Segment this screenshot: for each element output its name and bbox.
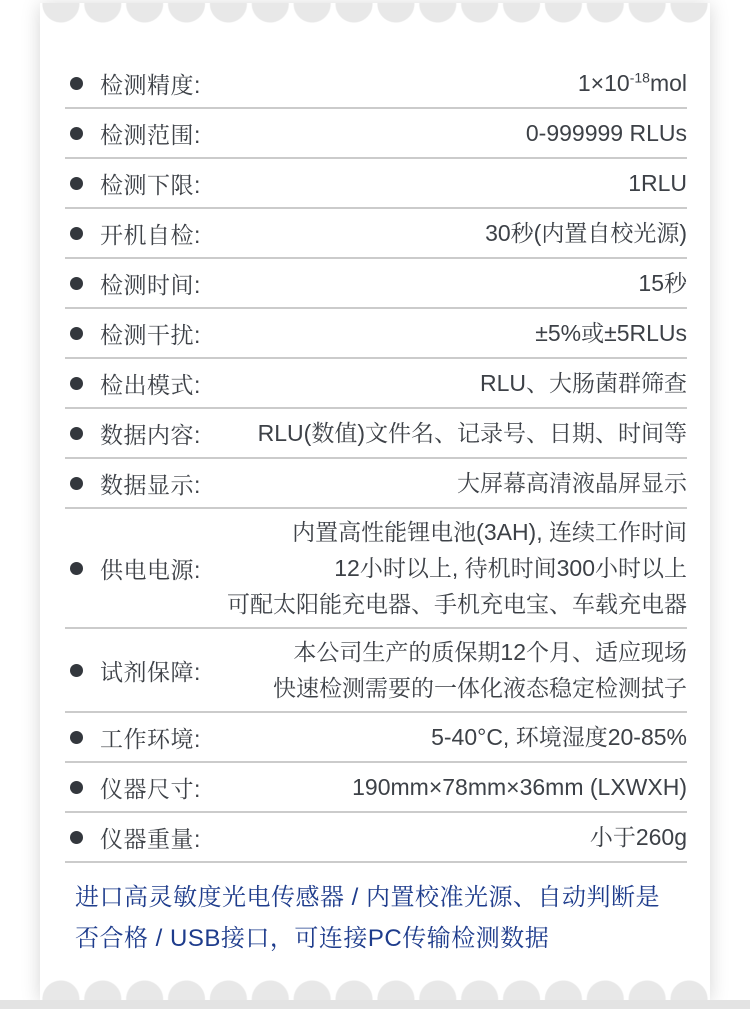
- spec-value-line: [213, 315, 687, 351]
- spec-value: [213, 410, 687, 456]
- spec-value-line: [213, 465, 687, 501]
- bullet-icon: [70, 731, 83, 744]
- page-bottom-band: [0, 1000, 750, 1009]
- spec-value-line: [213, 769, 687, 805]
- spec-row: [65, 713, 687, 763]
- spec-row: [65, 509, 687, 629]
- spec-value-line: [213, 819, 687, 855]
- value-text: 小于260g: [589, 824, 687, 850]
- value-text: 15秒: [638, 270, 687, 296]
- spec-value: [213, 460, 687, 506]
- spec-label: 检测时间:: [100, 271, 201, 298]
- spec-value: [213, 509, 687, 627]
- spec-label: 供电电源:: [100, 556, 201, 583]
- spec-value-line: [213, 670, 687, 706]
- spec-label: 仪器尺寸:: [100, 775, 201, 802]
- value-text: RLU、大肠菌群筛查: [479, 370, 687, 396]
- spec-value-line: [213, 719, 687, 755]
- spec-value: [213, 160, 687, 206]
- spec-value-line: [213, 215, 687, 251]
- spec-value: [213, 110, 687, 156]
- spec-label: 数据显示:: [100, 471, 201, 498]
- spec-value: [213, 210, 687, 256]
- value-text: 0-999999 RLUs: [525, 120, 687, 146]
- value-text: 5-40°C, 环境湿度20-85%: [431, 724, 687, 750]
- spec-label: 试剂保障:: [100, 658, 201, 685]
- spec-label: 检出模式:: [100, 371, 201, 398]
- spec-label: 检测干扰:: [100, 321, 201, 348]
- spec-row: [65, 109, 687, 159]
- spec-row: [65, 209, 687, 259]
- value-text: ±5%或±5RLUs: [535, 320, 687, 346]
- perforation-top-decoration: [40, 3, 710, 24]
- value-text: RLU(数值)文件名、记录号、日期、时间等: [257, 420, 687, 446]
- spec-row: [65, 59, 687, 109]
- bullet-icon: [70, 277, 83, 290]
- spec-value: [213, 260, 687, 306]
- spec-card: [40, 3, 710, 1000]
- spec-value-line: [213, 365, 687, 401]
- value-text: 大屏幕高清液晶屏显示: [457, 470, 687, 496]
- value-text: 本公司生产的质保期12个月、适应现场: [293, 639, 687, 665]
- spec-row: [65, 259, 687, 309]
- bullet-icon: [70, 477, 83, 490]
- bullet-icon: [70, 831, 83, 844]
- spec-label: 检测精度:: [100, 71, 201, 98]
- value-text: 可配太阳能充电器、手机充电宝、车载充电器: [227, 591, 687, 617]
- spec-value: [213, 310, 687, 356]
- spec-value-line: [213, 65, 687, 101]
- value-text: mol: [649, 70, 687, 96]
- spec-row: [65, 813, 687, 863]
- spec-value: [213, 814, 687, 860]
- spec-row: [65, 409, 687, 459]
- bullet-icon: [70, 177, 83, 190]
- value-text: 190mm×78mm×36mm (LXWXH): [352, 774, 687, 800]
- spec-row: [65, 629, 687, 713]
- value-text: 快速检测需要的一体化液态稳定检测拭子: [273, 675, 687, 701]
- value-text: 1RLU: [628, 170, 687, 196]
- spec-row: [65, 359, 687, 409]
- value-text: 12小时以上, 待机时间300小时以上: [334, 555, 687, 581]
- bullet-icon: [70, 377, 83, 390]
- spec-row: [65, 763, 687, 813]
- value-text: 30秒(内置自校光源): [485, 220, 687, 246]
- spec-row: [65, 159, 687, 209]
- spec-label: 检测下限:: [100, 171, 201, 198]
- spec-value: [213, 360, 687, 406]
- spec-label: 开机自检:: [100, 221, 201, 248]
- bullet-icon: [70, 781, 83, 794]
- spec-value: [213, 60, 687, 106]
- value-text: 内置高性能锂电池(3AH), 连续工作时间: [292, 519, 687, 545]
- spec-list: [65, 59, 687, 863]
- bullet-icon: [70, 327, 83, 340]
- spec-value-line: [213, 415, 687, 451]
- spec-value: [213, 764, 687, 810]
- spec-row: [65, 309, 687, 359]
- spec-label: 数据内容:: [100, 421, 201, 448]
- spec-value-line: [213, 550, 687, 586]
- bullet-icon: [70, 427, 83, 440]
- spec-value: [213, 714, 687, 760]
- spec-value: [213, 629, 687, 711]
- bullet-icon: [70, 127, 83, 140]
- bullet-icon: [70, 562, 83, 575]
- spec-value-line: [213, 514, 687, 550]
- footer-note: 进口高灵敏度光电传感器 / 内置校准光源、自动判断是否合格 / USB接口，可连接PC传输检测数据: [75, 884, 661, 952]
- bullet-icon: [70, 664, 83, 677]
- spec-value-line: [213, 115, 687, 151]
- spec-label: 工作环境:: [100, 725, 201, 752]
- bullet-icon: [70, 77, 83, 90]
- spec-label: 仪器重量:: [100, 825, 201, 852]
- spec-value-line: [213, 634, 687, 670]
- perforation-bottom-decoration: [40, 979, 710, 1000]
- spec-value-line: [213, 165, 687, 201]
- spec-value-line: [213, 586, 687, 622]
- superscript-exponent: -18: [629, 69, 650, 86]
- spec-label: 检测范围:: [100, 121, 201, 148]
- bullet-icon: [70, 227, 83, 240]
- spec-row: [65, 459, 687, 509]
- spec-value-line: [213, 265, 687, 301]
- value-text: 1×10: [577, 70, 630, 96]
